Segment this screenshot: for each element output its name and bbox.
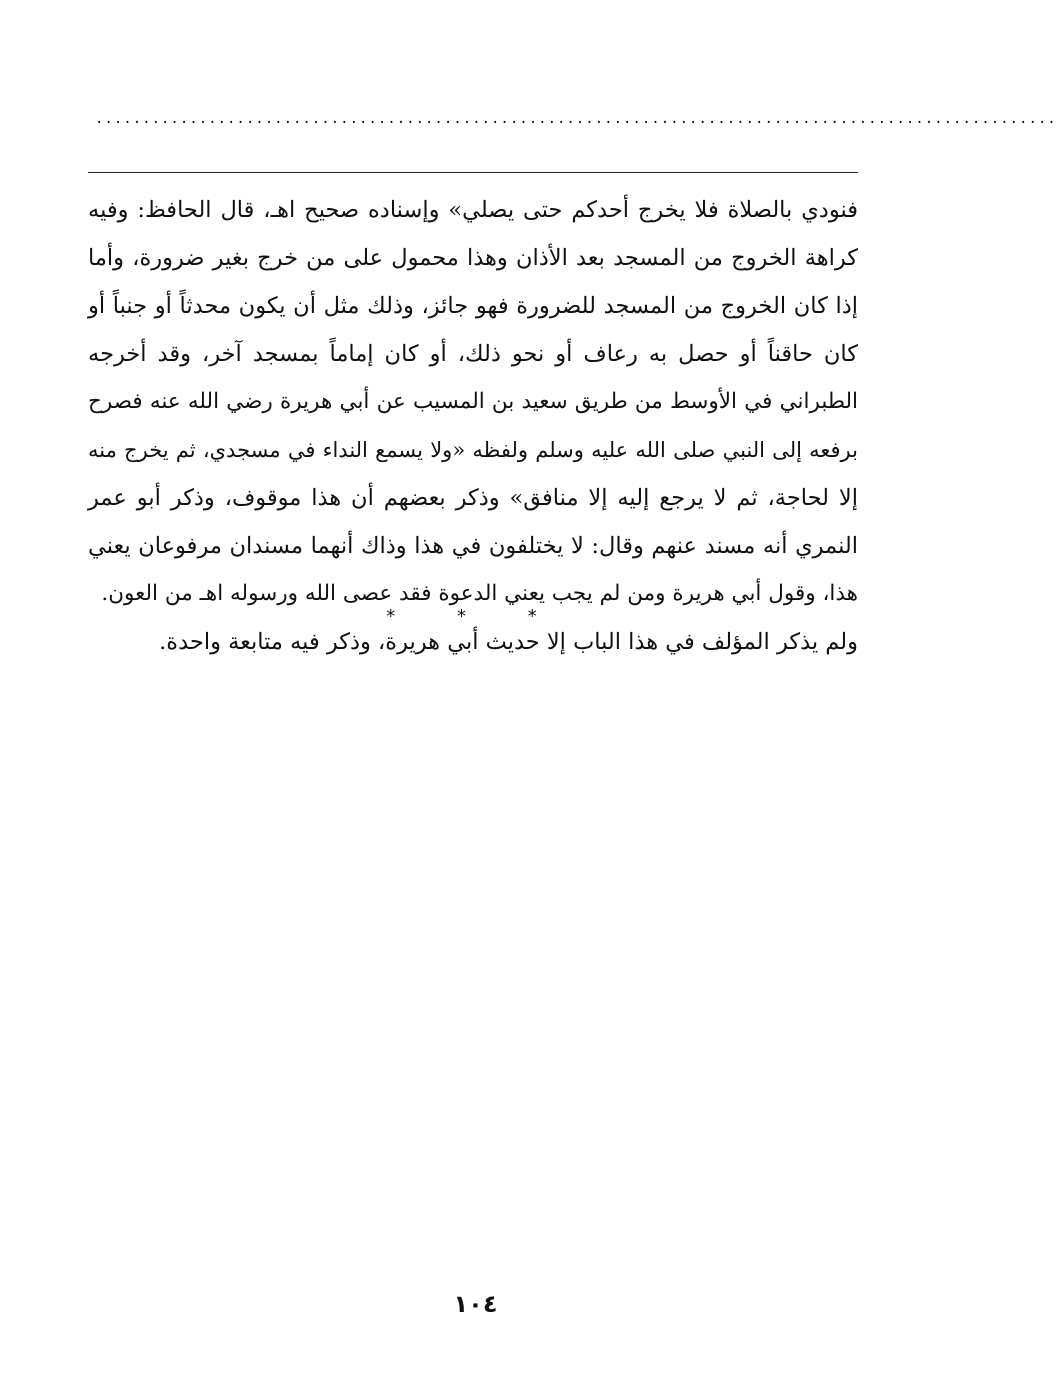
footnote-separator-line [88,172,858,173]
text-line: كراهة الخروج من المسجد بعد الأذان وهذا محمول على من خرج بغير ضرورة، وأما [88,245,858,271]
page-number: ١٠٤ [453,1290,498,1318]
dotted-separator: ...................................................................................................... [95,111,1057,127]
text-line: إلا لحاجة، ثم لا يرجع إليه إلا منافق» وذكر بعضهم أن هذا موقوف، وذكر أبو عمر [88,485,858,511]
text-line: فنودي بالصلاة فلا يخرج أحدكم حتى يصلي» وإسناده صحيح اهـ، قال الحافظ: وفيه [88,197,858,223]
text-line: ولم يذكر المؤلف في هذا الباب إلا حديث أبي هريرة، وذكر فيه متابعة واحدة. [159,629,858,655]
section-separator-asterisks: * * * [386,606,565,627]
text-line: كان حاقناً أو حصل به رعاف أو نحو ذلك، أو كان إماماً بمسجد آخر، وقد أخرجه [88,341,858,367]
text-line: النمري أنه مسند عنهم وقال: لا يختلفون في هذا وذاك أنهما مسندان مرفوعان يعني [88,533,858,559]
text-line: هذا، وقول أبي هريرة ومن لم يجب يعني الدعوة فقد عصى الله ورسوله اهـ من العون. [101,581,858,606]
text-line: الطبراني في الأوسط من طريق سعيد بن المسيب عن أبي هريرة رضي الله عنه فصرح [88,389,858,414]
body-text [88,186,858,666]
text-line: برفعه إلى النبي صلى الله عليه وسلم ولفظه «ولا يسمع النداء في مسجدي، ثم يخرج منه [88,438,858,462]
text-line: إذا كان الخروج من المسجد للضرورة فهو جائز، وذلك مثل أن يكون محدثاً أو جنباً أو [88,293,858,319]
